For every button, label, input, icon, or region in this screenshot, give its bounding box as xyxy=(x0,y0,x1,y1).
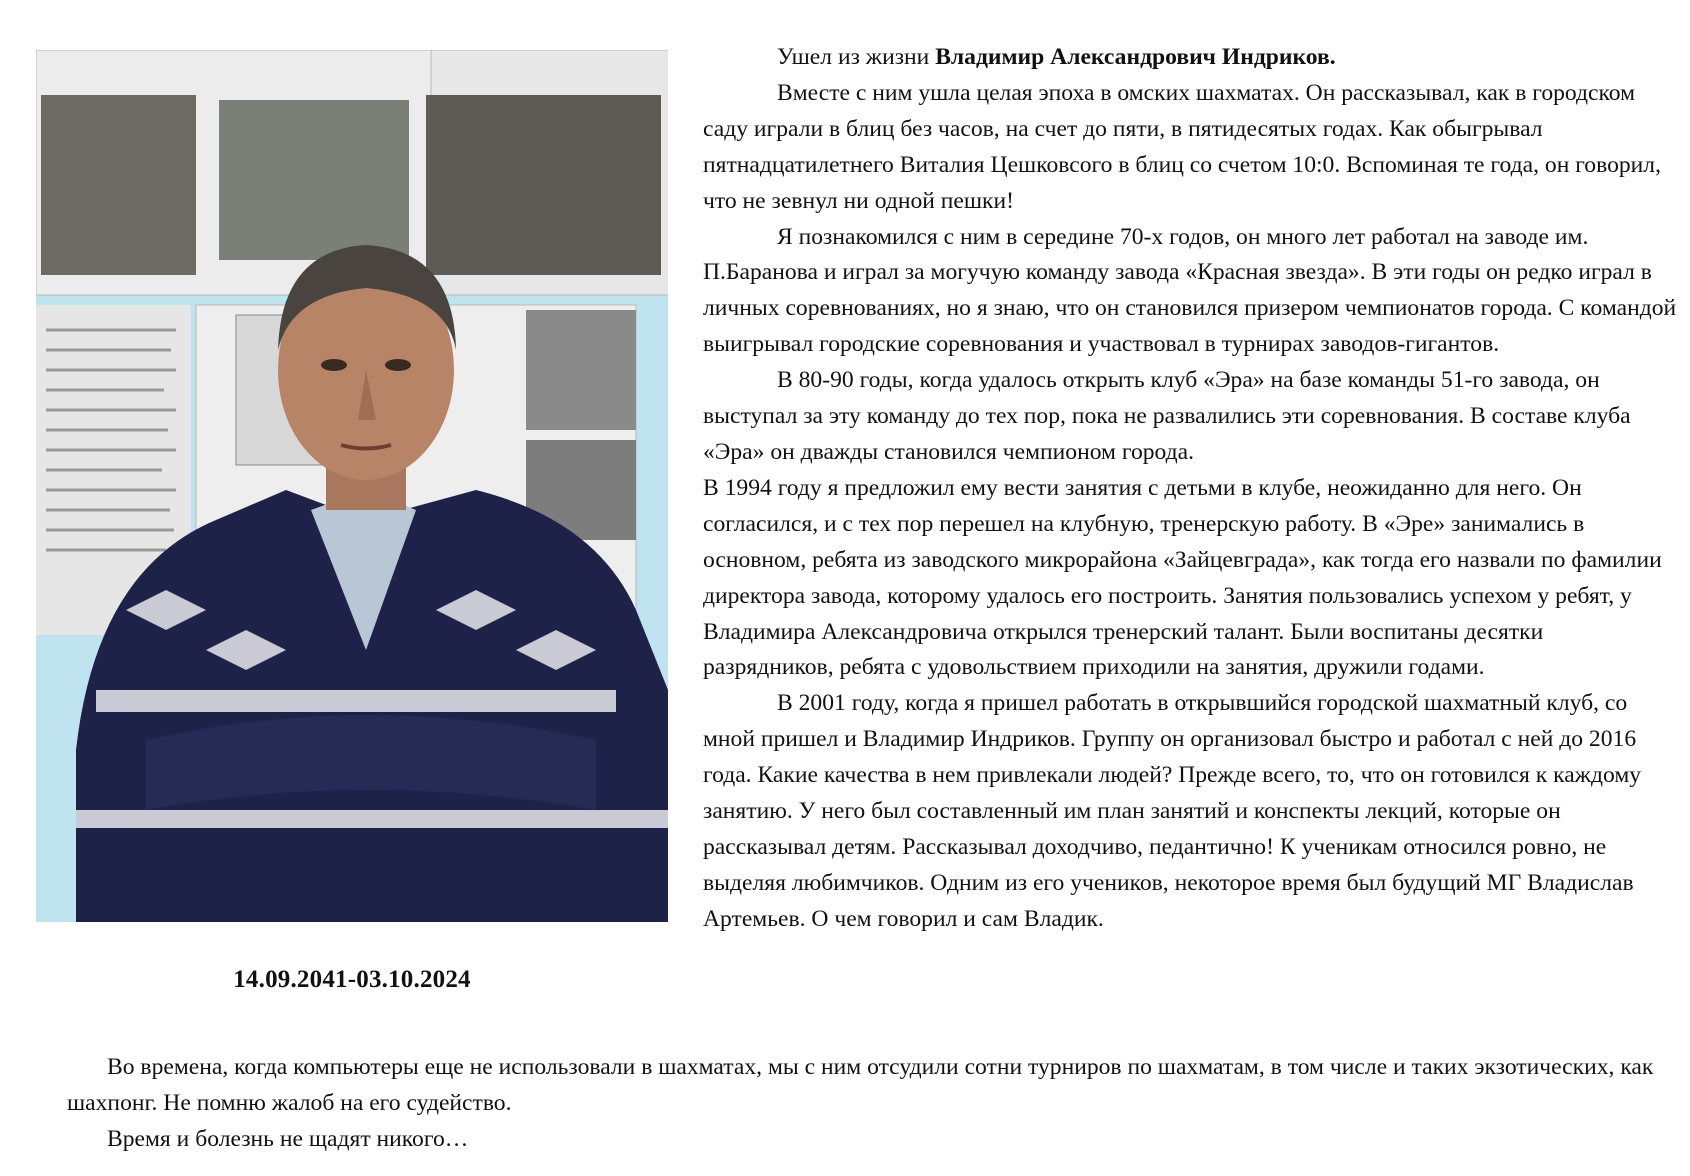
intro-prefix: Ушел из жизни xyxy=(777,44,936,70)
life-dates: 14.09.2041-03.10.2024 xyxy=(233,966,471,993)
intro-line xyxy=(703,40,1678,76)
paragraph-1: Вместе с ним ушла целая эпоха в омских шахматах. Он рассказывал, как в городском саду играли в блиц без часов, на счет до пяти, в пятидесятых годах. Как обыгрывал пятнадцатилетнего Виталия Цешковсого в блиц со счетом 10:0. Вспоминая те года, он говорил, что не зевнул ни одной пешки! xyxy=(703,79,1661,214)
article-body xyxy=(703,40,1678,938)
bottom-text xyxy=(67,1050,1677,1158)
deceased-name: Владимир Александрович Индриков. xyxy=(935,44,1336,70)
paragraph-3: В 80-90 годы, когда удалось открыть клуб «Эра» на базе команды 51-го завода, он выступал за эту команду до тех пор, пока не развалились эти соревнования. В составе клуба «Эра» он дважды становился чемпионом города. xyxy=(703,367,1631,465)
bottom-paragraph-1: Во времена, когда компьютеры еще не использовали в шахматах, мы с ним отсудили сотни турниров по шахматам, в том числе и таких экзотических, как шахпонг. Не помню жалоб на его судейство. xyxy=(67,1054,1654,1116)
paragraph-4: В 1994 году я предложил ему вести занятия с детьми в клубе, неожиданно для него. Он согласился, и с тех пор перешел на клубную, тренерскую работу. В «Эре» занимались в основном, ребята из заводского микрорайона «Зайцевграда», как тогда его назвали по фамилии директора завода, которому удалось его построить. Занятия пользовались успехом у ребят, у Владимира Александровича открылся тренерский талант. Были воспитаны десятки разрядников, ребята с удовольствием приходили на занятия, дружили годами. xyxy=(703,474,1662,681)
paragraph-5: В 2001 году, когда я пришел работать в открывшийся городской шахматный клуб, со мной пришел и Владимир Индриков. Группу он организовал быстро и работал с ней до 2016 года. Какие качества в нем привлекали людей? Прежде всего, то, что он готовился к каждому занятию. У него был составленный им план занятий и конспекты лекций, которые он рассказывал детям. Рассказывал доходчиво, педантично! К ученикам относился ровно, не выделяя любимчиков. Одним из его учеников, некоторое время был будущий МГ Владислав Артемьев. О чем говорил и сам Владик. xyxy=(703,690,1642,932)
portrait-photo xyxy=(36,50,668,922)
bottom-paragraph-2: Время и болезнь не щадят никого… xyxy=(107,1125,469,1152)
paragraph-2: Я познакомился с ним в середине 70-х годов, он много лет работал на заводе им. П.Баранова и играл за могучую команду завода «Красная звезда». В эти годы он редко играл в личных соревнованиях, но я знаю, что он становился призером чемпионатов города. С командой выигрывал городские соревнования и участвовал в турнирах заводов-гигантов. xyxy=(703,223,1677,358)
portrait-icon xyxy=(36,50,668,922)
